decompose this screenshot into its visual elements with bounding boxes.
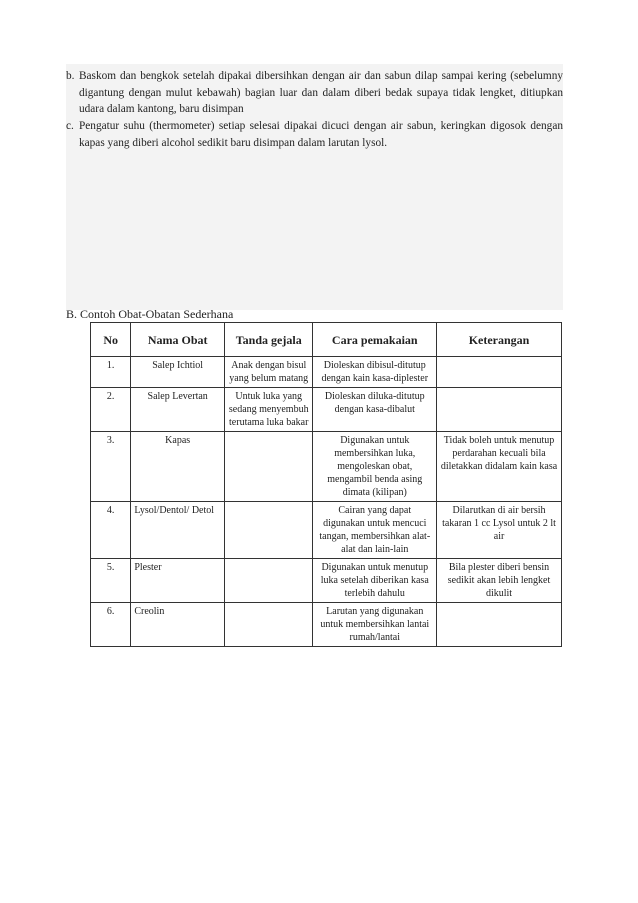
header-keterangan: Keterangan	[437, 323, 562, 357]
cell-tanda-gejala	[225, 559, 313, 603]
cell-no: 6.	[91, 603, 131, 647]
cell-cara-pemakaian: Cairan yang dapat digunakan untuk mencuci tangan, membersihkan alat-alat dan lain-lain	[313, 502, 437, 559]
cell-keterangan	[437, 388, 562, 432]
paragraph-c	[66, 118, 563, 151]
cell-no: 2.	[91, 388, 131, 432]
table-header-row	[91, 323, 562, 357]
section-title: B. Contoh Obat-Obatan Sederhana	[66, 307, 234, 321]
cell-keterangan: Bila plester diberi bensin sedikit akan lebih lengket dikulit	[437, 559, 562, 603]
cell-nama-obat: Plester	[131, 559, 225, 603]
paragraph-marker: b.	[66, 70, 75, 82]
cell-cara-pemakaian: Dioleskan dibisul-ditutup dengan kain kasa-diplester	[313, 357, 437, 388]
cell-tanda-gejala: Untuk luka yang sedang menyembuh terutama luka bakar	[225, 388, 313, 432]
cell-keterangan	[437, 357, 562, 388]
header-tanda-gejala: Tanda gejala	[225, 323, 313, 357]
cell-cara-pemakaian: Larutan yang digunakan untuk membersihkan lantai rumah/lantai	[313, 603, 437, 647]
cell-keterangan: Tidak boleh untuk menutup perdarahan kecuali bila diletakkan didalam kain kasa	[437, 432, 562, 502]
medicine-table	[90, 322, 562, 647]
cell-no: 1.	[91, 357, 131, 388]
table-row	[91, 559, 562, 603]
table-row	[91, 388, 562, 432]
cell-tanda-gejala	[225, 432, 313, 502]
header-cara-pemakaian: Cara pemakaian	[313, 323, 437, 357]
cell-tanda-gejala	[225, 603, 313, 647]
table-row	[91, 357, 562, 388]
cell-keterangan	[437, 603, 562, 647]
table-row	[91, 432, 562, 502]
cell-tanda-gejala: Anak dengan bisul yang belum matang	[225, 357, 313, 388]
cell-keterangan: Dilarutkan di air bersih takaran 1 cc Lysol untuk 2 lt air	[437, 502, 562, 559]
cell-nama-obat: Kapas	[131, 432, 225, 502]
cell-cara-pemakaian: Digunakan untuk menutup luka setelah diberikan kasa terlebih dahulu	[313, 559, 437, 603]
paragraph-text: Pengatur suhu (thermometer) setiap selesai dipakai dicuci dengan air sabun, keringkan digosok dengan kapas yang diberi alcohol sedikit baru disimpan dalam larutan lysol.	[79, 120, 563, 149]
cell-no: 3.	[91, 432, 131, 502]
header-no: No	[91, 323, 131, 357]
header-nama-obat: Nama Obat	[131, 323, 225, 357]
paragraph-marker: c.	[66, 120, 74, 132]
cell-no: 5.	[91, 559, 131, 603]
cell-nama-obat: Salep Levertan	[131, 388, 225, 432]
cell-nama-obat: Creolin	[131, 603, 225, 647]
cell-cara-pemakaian: Digunakan untuk membersihkan luka, mengoleskan obat, mengambil benda asing dimata (kilipan)	[313, 432, 437, 502]
cell-no: 4.	[91, 502, 131, 559]
paragraph-b	[66, 68, 563, 118]
cell-cara-pemakaian: Dioleskan diluka-ditutup dengan kasa-dibalut	[313, 388, 437, 432]
paragraph-text: Baskom dan bengkok setelah dipakai dibersihkan dengan air dan sabun dilap sampai kering (sebelumny digantung dengan mulut kebawah) bagian luar dan dalam diberi bedak supaya tidak lengket, ditiupkan udara dalam kantong, baru disimpan	[79, 70, 563, 115]
table-row	[91, 603, 562, 647]
cell-nama-obat: Lysol/Dentol/ Detol	[131, 502, 225, 559]
cell-tanda-gejala	[225, 502, 313, 559]
cell-nama-obat: Salep Ichtiol	[131, 357, 225, 388]
table-row	[91, 502, 562, 559]
